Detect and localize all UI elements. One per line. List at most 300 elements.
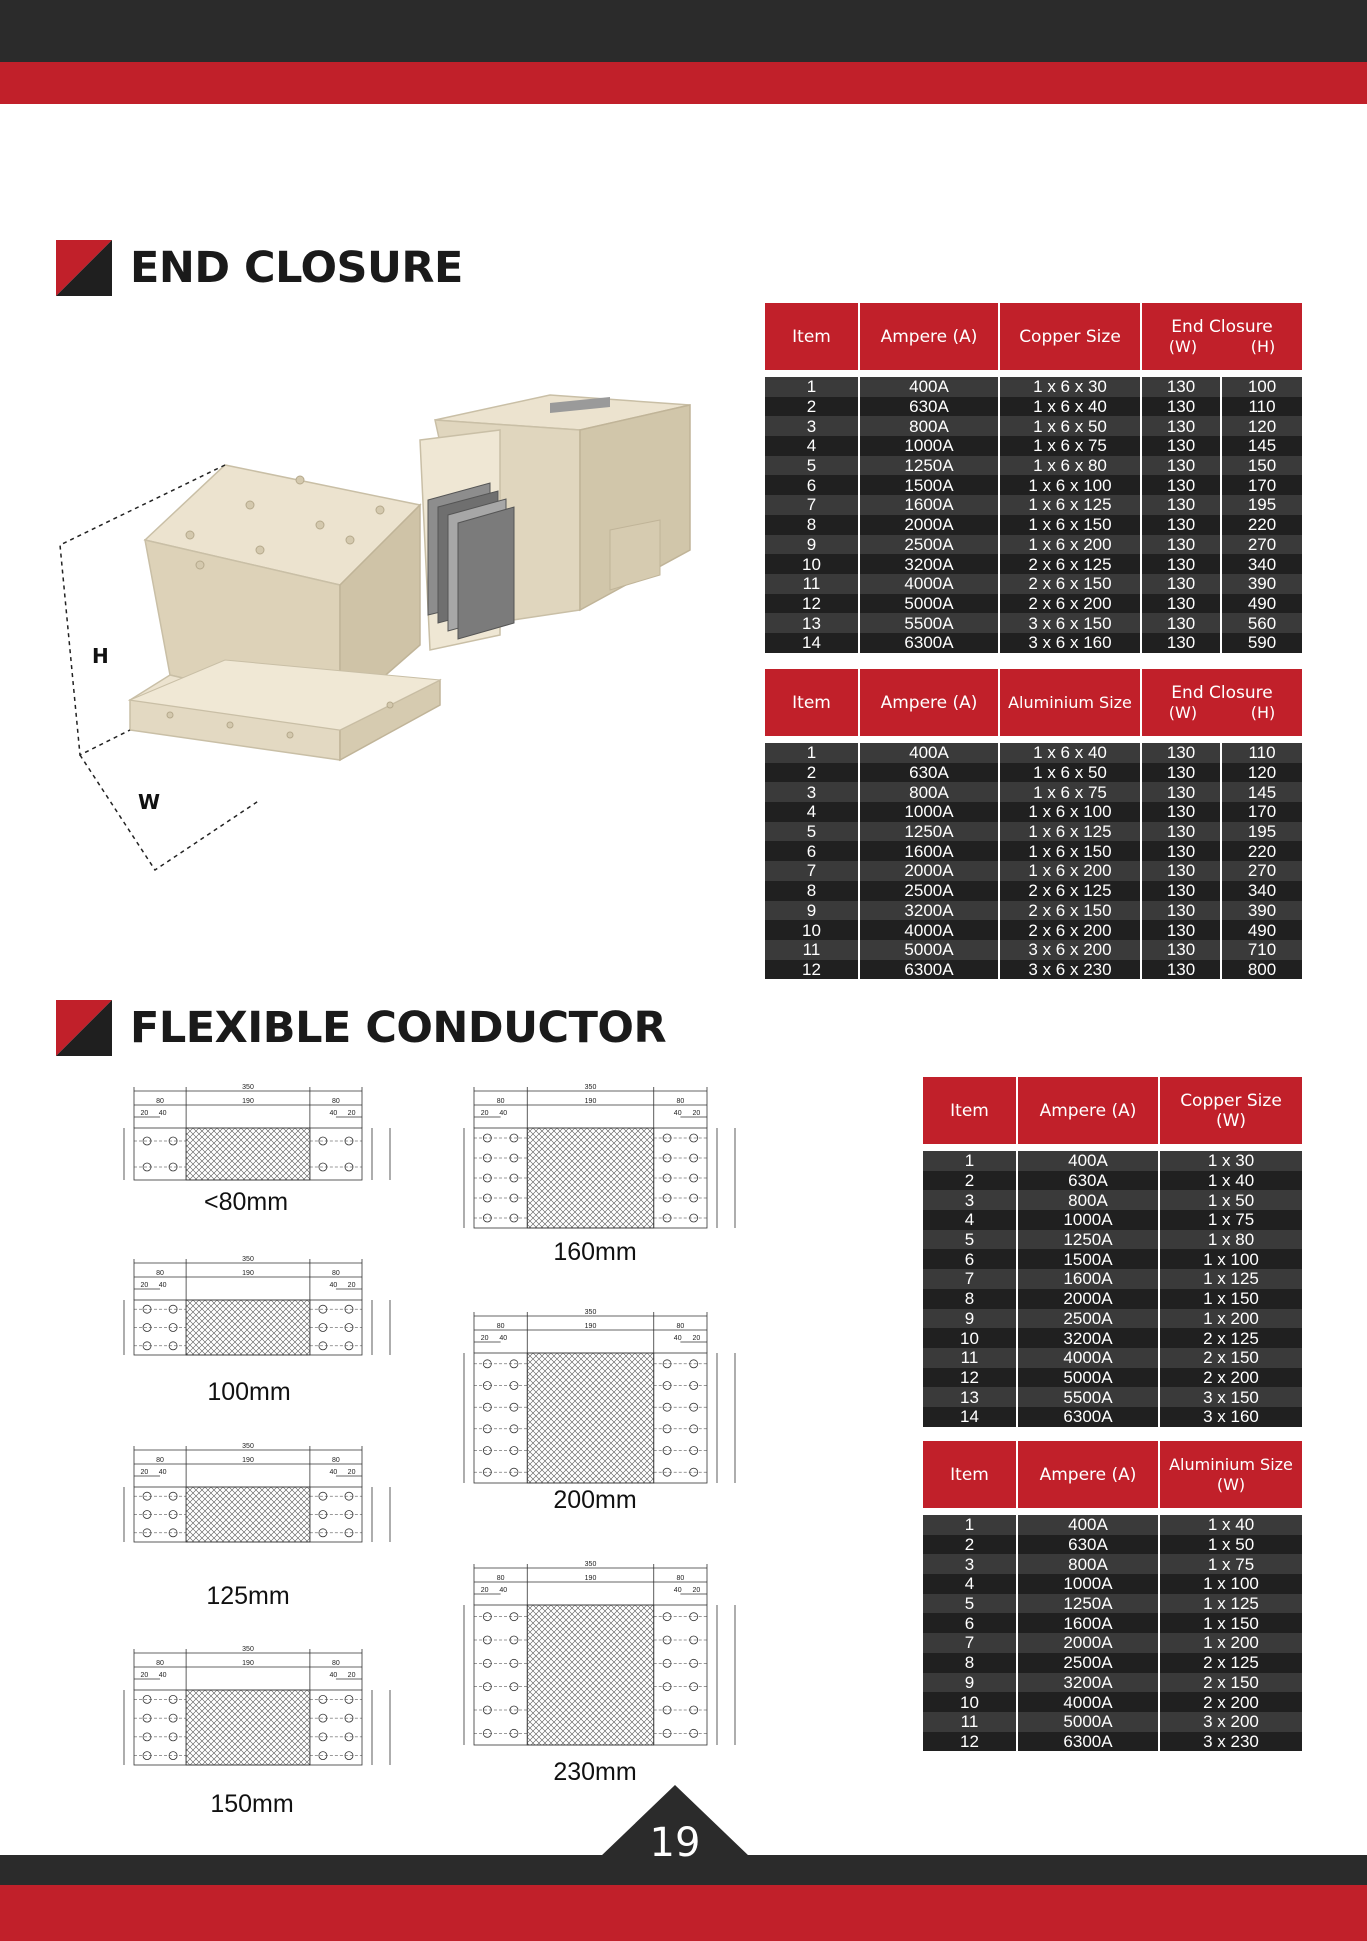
drawing-200mm: [452, 1308, 747, 1498]
svg-text:20: 20: [480, 1587, 489, 1594]
table-cell: 2 x 125: [1159, 1653, 1302, 1673]
svg-text:80: 80: [332, 1457, 340, 1464]
table-cell: 7: [765, 861, 859, 881]
table-cell: 6: [923, 1613, 1017, 1633]
table-cell: 2500A: [1017, 1309, 1159, 1329]
table-row: [765, 743, 1302, 763]
svg-text:20: 20: [140, 1282, 149, 1289]
svg-text:350: 350: [242, 1084, 254, 1091]
table-cell: 2000A: [1017, 1289, 1159, 1309]
table-cell: 4000A: [1017, 1692, 1159, 1712]
table-cell: 2 x 6 x 200: [999, 594, 1141, 614]
table-cell: 340: [1221, 881, 1302, 901]
table-cell: 130: [1141, 940, 1221, 960]
table-cell: 13: [765, 613, 859, 633]
table-cell: 1000A: [859, 802, 999, 822]
table-cell: 5500A: [859, 613, 999, 633]
table-cell: 2 x 150: [1159, 1348, 1302, 1368]
table-row: [765, 861, 1302, 881]
table-cell: 5: [765, 822, 859, 842]
svg-text:20: 20: [347, 1469, 356, 1476]
top-band-dark: [0, 0, 1367, 62]
table-cell: 800A: [1017, 1554, 1159, 1574]
table-cell: 1000A: [859, 436, 999, 456]
table-row: [923, 1673, 1302, 1693]
table-row: [923, 1692, 1302, 1712]
svg-text:190: 190: [242, 1270, 254, 1277]
table-cell: 1600A: [859, 495, 999, 515]
table-cell: 130: [1141, 822, 1221, 842]
table-cell: 6300A: [1017, 1732, 1159, 1752]
header-item: Item: [765, 303, 859, 370]
table-cell: 11: [923, 1712, 1017, 1732]
table-row: [923, 1151, 1302, 1171]
table-cell: 100: [1221, 377, 1302, 397]
footer-band-red: [0, 1885, 1367, 1941]
page-number: 19: [649, 1820, 701, 1866]
table-cell: 14: [765, 633, 859, 653]
svg-text:40: 40: [329, 1282, 338, 1289]
table-cell: 220: [1221, 515, 1302, 535]
table-cell: 130: [1141, 377, 1221, 397]
table-cell: 7: [923, 1633, 1017, 1653]
table-cell: 1 x 6 x 40: [999, 743, 1141, 763]
header-size-label: Copper Size: [1180, 1090, 1282, 1111]
table-row: [765, 515, 1302, 535]
table-cell: 4: [923, 1574, 1017, 1594]
table-cell: 4: [923, 1210, 1017, 1230]
table-cell: 1 x 6 x 100: [999, 802, 1141, 822]
table-cell: 1: [765, 377, 859, 397]
table-cell: 3200A: [859, 554, 999, 574]
width-label: W: [138, 790, 161, 814]
table-cell: 1 x 6 x 80: [999, 456, 1141, 476]
table-cell: 10: [765, 920, 859, 940]
table-cell: 2 x 6 x 125: [999, 881, 1141, 901]
table-row: [765, 397, 1302, 417]
table-cell: 130: [1141, 535, 1221, 555]
svg-text:80: 80: [332, 1270, 340, 1277]
table-cell: 1250A: [859, 456, 999, 476]
table-cell: 3 x 6 x 160: [999, 633, 1141, 653]
table-cell: 1 x 75: [1159, 1554, 1302, 1574]
table-cell: 1: [765, 743, 859, 763]
table-cell: 6300A: [1017, 1407, 1159, 1427]
table-cell: 4000A: [859, 920, 999, 940]
table-row: [765, 416, 1302, 436]
svg-text:190: 190: [242, 1098, 254, 1105]
table-cell: 1 x 6 x 150: [999, 841, 1141, 861]
svg-text:80: 80: [156, 1270, 164, 1277]
table-cell: 130: [1141, 633, 1221, 653]
table-row: [923, 1387, 1302, 1407]
table-cell: 12: [923, 1368, 1017, 1388]
svg-text:40: 40: [158, 1282, 167, 1289]
table-cell: 10: [765, 554, 859, 574]
section-title: FLEXIBLE CONDUCTOR: [130, 1003, 667, 1053]
svg-text:190: 190: [242, 1660, 254, 1667]
table-cell: 400A: [859, 377, 999, 397]
table-cell: 630A: [1017, 1171, 1159, 1191]
table-row: [765, 782, 1302, 802]
table-cell: 2500A: [1017, 1653, 1159, 1673]
table-cell: 1 x 200: [1159, 1309, 1302, 1329]
table-cell: 1600A: [1017, 1269, 1159, 1289]
table-cell: 270: [1221, 535, 1302, 555]
svg-text:190: 190: [584, 1575, 597, 1582]
table-cell: 2000A: [1017, 1633, 1159, 1653]
table-cell: 130: [1141, 881, 1221, 901]
table-cell: 2: [923, 1535, 1017, 1555]
svg-text:80: 80: [156, 1457, 164, 1464]
table-cell: 270: [1221, 861, 1302, 881]
table-cell: 630A: [859, 397, 999, 417]
table-cell: 5: [923, 1594, 1017, 1614]
table-cell: 1 x 100: [1159, 1574, 1302, 1594]
table-row: [765, 535, 1302, 555]
table-row: [923, 1407, 1302, 1427]
table-cell: 3 x 6 x 150: [999, 613, 1141, 633]
caption-100mm: 100mm: [207, 1378, 291, 1406]
table-cell: 120: [1221, 416, 1302, 436]
svg-text:80: 80: [496, 1098, 505, 1105]
header-size-label: Aluminium Size: [1169, 1454, 1293, 1474]
svg-text:80: 80: [676, 1098, 685, 1105]
table-cell: 1 x 80: [1159, 1230, 1302, 1250]
table-cell: 1 x 6 x 40: [999, 397, 1141, 417]
table-cell: 12: [765, 960, 859, 980]
table-cell: 130: [1141, 554, 1221, 574]
header-h: (H): [1250, 336, 1276, 356]
svg-text:20: 20: [692, 1587, 701, 1594]
table-row: [923, 1368, 1302, 1388]
table-cell: 5: [765, 456, 859, 476]
table-cell: 5000A: [1017, 1712, 1159, 1732]
header-w: (W): [1216, 1474, 1246, 1494]
end-closure-copper-table: [765, 303, 1302, 653]
table-cell: 1 x 75: [1159, 1210, 1302, 1230]
table-cell: 2 x 6 x 200: [999, 920, 1141, 940]
table-cell: 11: [923, 1348, 1017, 1368]
table-cell: 2 x 200: [1159, 1368, 1302, 1388]
header-h: (H): [1250, 702, 1276, 722]
drawing-160mm: [452, 1083, 747, 1243]
drawing-100mm: [112, 1255, 402, 1370]
drawing-125mm: [112, 1442, 402, 1557]
table-row: [923, 1190, 1302, 1210]
header-ampere: Ampere (A): [859, 669, 999, 736]
table-cell: 1000A: [1017, 1210, 1159, 1230]
svg-text:350: 350: [242, 1443, 254, 1450]
table-cell: 12: [765, 594, 859, 614]
table-cell: 2 x 150: [1159, 1673, 1302, 1693]
header-ampere: Ampere (A): [1017, 1077, 1159, 1144]
table-cell: 1500A: [1017, 1249, 1159, 1269]
svg-text:80: 80: [496, 1323, 505, 1330]
table-row: [765, 940, 1302, 960]
table-cell: 1500A: [859, 475, 999, 495]
table-cell: 130: [1141, 841, 1221, 861]
table-cell: 130: [1141, 456, 1221, 476]
svg-text:40: 40: [329, 1672, 338, 1679]
table-cell: 400A: [1017, 1151, 1159, 1171]
header-group-label: End Closure: [1171, 682, 1273, 703]
table-cell: 3200A: [859, 901, 999, 921]
table-cell: 560: [1221, 613, 1302, 633]
flexible-aluminium-table: [923, 1441, 1302, 1751]
flexible-conductor-heading: [56, 998, 666, 1058]
svg-text:40: 40: [158, 1469, 167, 1476]
table-cell: 9: [765, 535, 859, 555]
table-row: [923, 1613, 1302, 1633]
table-cell: 130: [1141, 574, 1221, 594]
table-row: [765, 574, 1302, 594]
table-cell: 3: [765, 782, 859, 802]
end-closure-drawing: [50, 385, 710, 875]
table-cell: 2: [765, 397, 859, 417]
svg-text:40: 40: [158, 1672, 167, 1679]
svg-text:350: 350: [584, 1309, 597, 1316]
svg-text:20: 20: [480, 1335, 489, 1342]
table-cell: 1 x 150: [1159, 1613, 1302, 1633]
table-cell: 2 x 6 x 150: [999, 901, 1141, 921]
table-row: [923, 1210, 1302, 1230]
table-cell: 800A: [859, 416, 999, 436]
header-group-label: End Closure: [1171, 316, 1273, 337]
table-cell: 1 x 150: [1159, 1289, 1302, 1309]
table-row: [923, 1633, 1302, 1653]
svg-text:20: 20: [692, 1335, 701, 1342]
table-cell: 10: [923, 1328, 1017, 1348]
table-cell: 9: [923, 1309, 1017, 1329]
table-row: [765, 594, 1302, 614]
table-row: [765, 456, 1302, 476]
header-end-closure: [1141, 669, 1302, 736]
table-cell: 1 x 40: [1159, 1515, 1302, 1535]
caption-80mm: <80mm: [203, 1188, 289, 1216]
table-cell: 1 x 125: [1159, 1594, 1302, 1614]
header-size: [1159, 1441, 1302, 1508]
table-row: [923, 1289, 1302, 1309]
end-closure-heading: [56, 238, 463, 298]
table-cell: 13: [923, 1387, 1017, 1407]
table-cell: 390: [1221, 901, 1302, 921]
table-cell: 110: [1221, 397, 1302, 417]
svg-text:190: 190: [242, 1457, 254, 1464]
table-row: [923, 1535, 1302, 1555]
svg-text:20: 20: [140, 1672, 149, 1679]
caption-160mm: 160mm: [553, 1238, 637, 1266]
table-cell: 1 x 6 x 75: [999, 782, 1141, 802]
table-cell: 1 x 200: [1159, 1633, 1302, 1653]
table-row: [923, 1230, 1302, 1250]
end-closure-aluminium-table: [765, 669, 1302, 979]
table-row: [923, 1732, 1302, 1752]
table-cell: 130: [1141, 802, 1221, 822]
table-cell: 2 x 125: [1159, 1328, 1302, 1348]
svg-text:40: 40: [499, 1110, 508, 1117]
svg-text:190: 190: [584, 1323, 597, 1330]
table-cell: 6300A: [859, 960, 999, 980]
table-cell: 4: [765, 436, 859, 456]
table-cell: 1 x 6 x 50: [999, 763, 1141, 783]
svg-text:20: 20: [692, 1110, 701, 1117]
table-cell: 8: [765, 881, 859, 901]
svg-text:20: 20: [480, 1110, 489, 1117]
table-cell: 3 x 150: [1159, 1387, 1302, 1407]
table-cell: 4: [765, 802, 859, 822]
svg-text:20: 20: [347, 1110, 356, 1117]
table-row: [923, 1653, 1302, 1673]
table-cell: 3 x 160: [1159, 1407, 1302, 1427]
table-cell: 1 x 6 x 50: [999, 416, 1141, 436]
drawing-230mm: [452, 1560, 747, 1760]
table-cell: 400A: [1017, 1515, 1159, 1535]
header-size: Aluminium Size: [999, 669, 1141, 736]
table-cell: 195: [1221, 495, 1302, 515]
table-cell: 130: [1141, 475, 1221, 495]
header-size: Copper Size: [999, 303, 1141, 370]
svg-text:190: 190: [584, 1098, 597, 1105]
table-cell: 130: [1141, 743, 1221, 763]
table-row: [765, 763, 1302, 783]
table-cell: 800: [1221, 960, 1302, 980]
header-size: [1159, 1077, 1302, 1144]
table-cell: 1 x 6 x 30: [999, 377, 1141, 397]
table-cell: 5000A: [1017, 1368, 1159, 1388]
header-w: (W): [1168, 336, 1198, 356]
table-row: [923, 1309, 1302, 1329]
table-row: [923, 1594, 1302, 1614]
table-cell: 130: [1141, 782, 1221, 802]
caption-230mm: 230mm: [553, 1758, 637, 1786]
svg-text:350: 350: [242, 1256, 254, 1263]
svg-text:350: 350: [242, 1646, 254, 1653]
table-cell: 145: [1221, 436, 1302, 456]
table-row: [923, 1554, 1302, 1574]
section-title: END CLOSURE: [130, 243, 463, 293]
table-cell: 1250A: [1017, 1594, 1159, 1614]
table-cell: 710: [1221, 940, 1302, 960]
table-row: [765, 554, 1302, 574]
svg-text:40: 40: [158, 1110, 167, 1117]
svg-text:20: 20: [347, 1282, 356, 1289]
table-cell: 800A: [859, 782, 999, 802]
table-row: [765, 633, 1302, 653]
table-cell: 1 x 6 x 150: [999, 515, 1141, 535]
table-cell: 800A: [1017, 1190, 1159, 1210]
drawing-150mm: [112, 1645, 402, 1780]
table-cell: 2000A: [859, 861, 999, 881]
table-row: [923, 1515, 1302, 1535]
table-cell: 5000A: [859, 594, 999, 614]
table-cell: 1000A: [1017, 1574, 1159, 1594]
table-cell: 8: [923, 1653, 1017, 1673]
table-cell: 12: [923, 1732, 1017, 1752]
table-cell: 2500A: [859, 535, 999, 555]
svg-text:20: 20: [140, 1110, 149, 1117]
table-row: [765, 377, 1302, 397]
table-cell: 130: [1141, 920, 1221, 940]
table-cell: 630A: [1017, 1535, 1159, 1555]
table-cell: 1 x 100: [1159, 1249, 1302, 1269]
table-cell: 9: [923, 1673, 1017, 1693]
table-cell: 5: [923, 1230, 1017, 1250]
table-cell: 130: [1141, 436, 1221, 456]
table-cell: 3 x 6 x 230: [999, 960, 1141, 980]
table-cell: 3: [923, 1554, 1017, 1574]
table-cell: 130: [1141, 901, 1221, 921]
svg-text:40: 40: [329, 1110, 338, 1117]
svg-text:350: 350: [584, 1084, 597, 1091]
table-row: [923, 1269, 1302, 1289]
table-cell: 150: [1221, 456, 1302, 476]
table-cell: 170: [1221, 802, 1302, 822]
header-w: (W): [1168, 702, 1198, 722]
table-cell: 2000A: [859, 515, 999, 535]
table-row: [765, 920, 1302, 940]
svg-text:80: 80: [676, 1575, 685, 1582]
table-cell: 11: [765, 940, 859, 960]
table-cell: 1 x 6 x 200: [999, 861, 1141, 881]
table-cell: 340: [1221, 554, 1302, 574]
table-row: [765, 613, 1302, 633]
header-item: Item: [765, 669, 859, 736]
table-cell: 8: [765, 515, 859, 535]
table-cell: 7: [923, 1269, 1017, 1289]
table-cell: 14: [923, 1407, 1017, 1427]
svg-text:80: 80: [332, 1098, 340, 1105]
table-cell: 2500A: [859, 881, 999, 901]
table-cell: 130: [1141, 960, 1221, 980]
table-cell: 1 x 6 x 125: [999, 495, 1141, 515]
table-cell: 10: [923, 1692, 1017, 1712]
heading-marker-icon: [56, 240, 112, 296]
table-cell: 6: [923, 1249, 1017, 1269]
table-row: [923, 1171, 1302, 1191]
svg-text:80: 80: [156, 1098, 164, 1105]
svg-text:80: 80: [332, 1660, 340, 1667]
caption-200mm: 200mm: [553, 1486, 637, 1514]
drawing-80mm: [112, 1083, 402, 1195]
table-row: [765, 495, 1302, 515]
table-cell: 9: [765, 901, 859, 921]
header-item: Item: [923, 1441, 1017, 1508]
table-cell: 3200A: [1017, 1328, 1159, 1348]
table-cell: 120: [1221, 763, 1302, 783]
table-cell: 3 x 200: [1159, 1712, 1302, 1732]
table-cell: 6: [765, 475, 859, 495]
header-w: (W): [1215, 1110, 1247, 1131]
table-cell: 1 x 125: [1159, 1269, 1302, 1289]
table-cell: 2: [923, 1171, 1017, 1191]
table-cell: 3200A: [1017, 1673, 1159, 1693]
table-row: [765, 436, 1302, 456]
height-label: H: [92, 644, 109, 668]
header-item: Item: [923, 1077, 1017, 1144]
table-cell: 1 x 50: [1159, 1190, 1302, 1210]
svg-text:40: 40: [499, 1587, 508, 1594]
table-row: [765, 475, 1302, 495]
table-cell: 2 x 200: [1159, 1692, 1302, 1712]
table-cell: 130: [1141, 861, 1221, 881]
table-cell: 4000A: [1017, 1348, 1159, 1368]
table-cell: 1250A: [1017, 1230, 1159, 1250]
table-cell: 1 x 6 x 200: [999, 535, 1141, 555]
table-cell: 1 x 6 x 125: [999, 822, 1141, 842]
table-cell: 1: [923, 1151, 1017, 1171]
table-cell: 1250A: [859, 822, 999, 842]
